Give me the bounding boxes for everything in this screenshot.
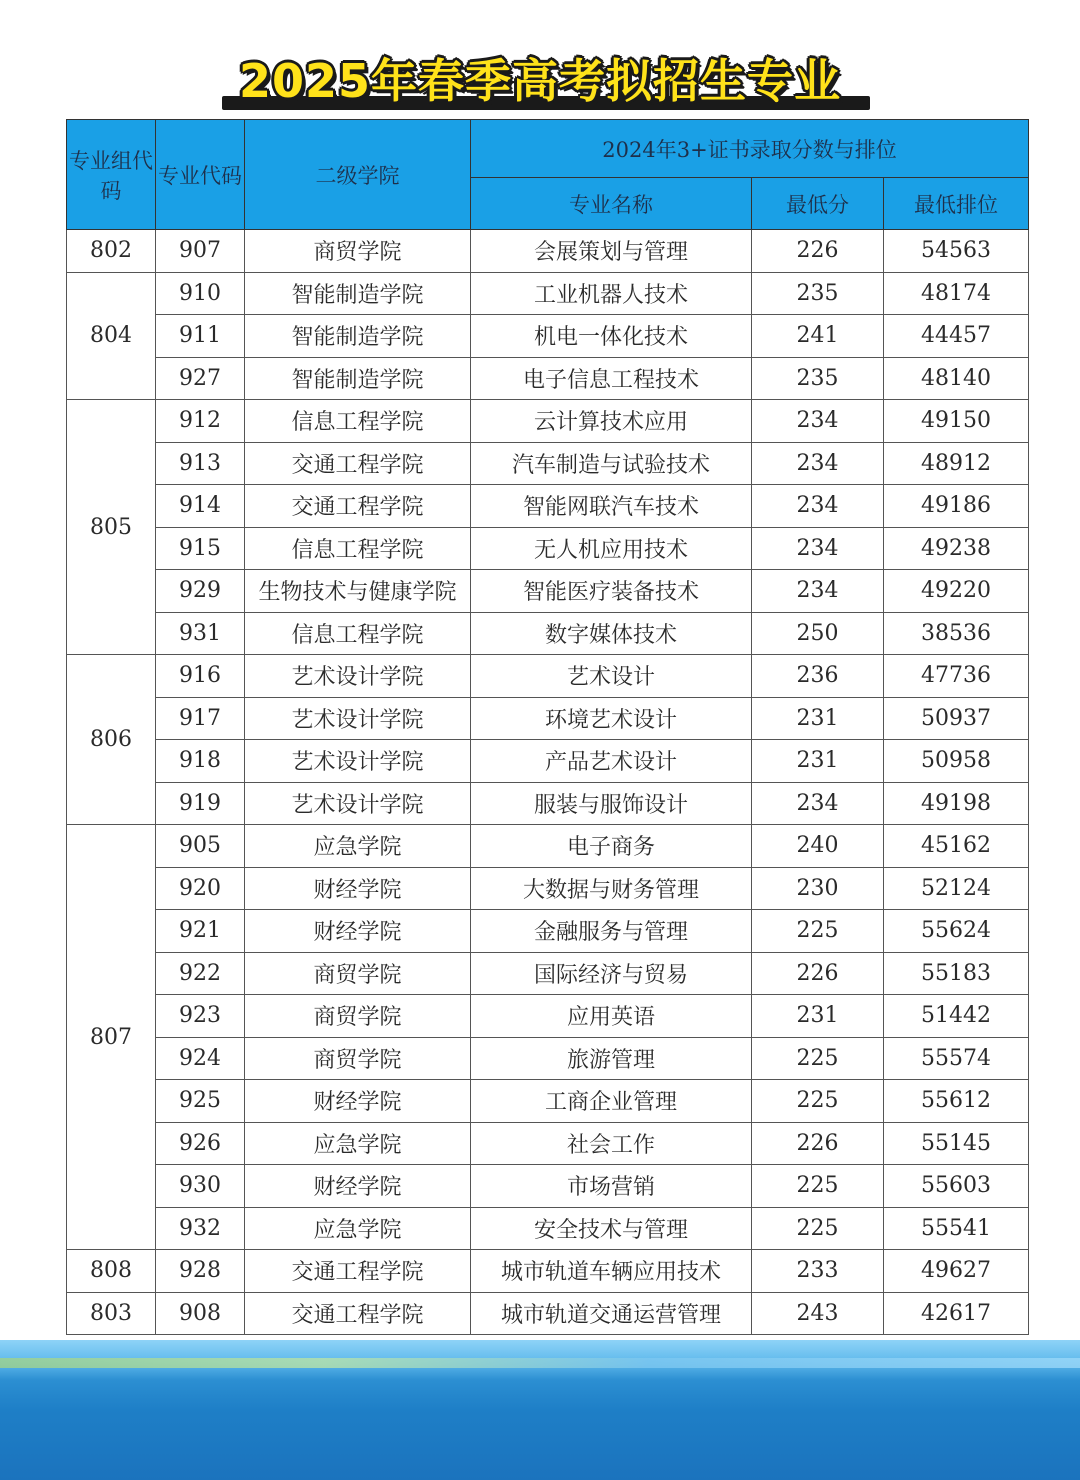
major-code-cell: 912 [156, 400, 245, 443]
college-cell: 应急学院 [245, 1207, 471, 1250]
major-name-cell: 旅游管理 [471, 1037, 752, 1080]
min-score-cell: 231 [752, 697, 884, 740]
table-row [67, 1165, 1029, 1208]
table-row [67, 1207, 1029, 1250]
college-cell: 商贸学院 [245, 1037, 471, 1080]
min-score-cell: 226 [752, 952, 884, 995]
college-cell: 交通工程学院 [245, 1292, 471, 1335]
major-name-cell: 会展策划与管理 [471, 230, 752, 273]
group-code-cell: 807 [67, 825, 156, 1250]
min-rank-cell: 48140 [884, 357, 1029, 400]
major-name-cell: 金融服务与管理 [471, 910, 752, 953]
major-name-cell: 工商企业管理 [471, 1080, 752, 1123]
major-code-cell: 923 [156, 995, 245, 1038]
major-code-cell: 914 [156, 485, 245, 528]
group-code-cell: 804 [67, 272, 156, 400]
min-rank-cell: 42617 [884, 1292, 1029, 1335]
footer-decoration [0, 1340, 1080, 1480]
header-min-score: 最低分 [752, 178, 884, 230]
min-score-cell: 231 [752, 740, 884, 783]
major-code-cell: 928 [156, 1250, 245, 1293]
major-code-cell: 910 [156, 272, 245, 315]
major-name-cell: 无人机应用技术 [471, 527, 752, 570]
min-rank-cell: 55541 [884, 1207, 1029, 1250]
table-row [67, 1250, 1029, 1293]
min-score-cell: 230 [752, 867, 884, 910]
min-score-cell: 225 [752, 910, 884, 953]
major-code-cell: 913 [156, 442, 245, 485]
major-code-cell: 921 [156, 910, 245, 953]
major-code-cell: 918 [156, 740, 245, 783]
table-row [67, 655, 1029, 698]
header-section: 2024年3+证书录取分数与排位 [471, 120, 1029, 178]
major-code-cell: 908 [156, 1292, 245, 1335]
group-code-cell: 806 [67, 655, 156, 825]
min-rank-cell: 49186 [884, 485, 1029, 528]
major-code-cell: 931 [156, 612, 245, 655]
min-score-cell: 234 [752, 527, 884, 570]
major-name-cell: 安全技术与管理 [471, 1207, 752, 1250]
college-cell: 财经学院 [245, 1165, 471, 1208]
major-code-cell: 925 [156, 1080, 245, 1123]
min-score-cell: 243 [752, 1292, 884, 1335]
major-code-cell: 929 [156, 570, 245, 613]
major-name-cell: 智能网联汽车技术 [471, 485, 752, 528]
min-rank-cell: 50958 [884, 740, 1029, 783]
college-cell: 信息工程学院 [245, 527, 471, 570]
table-row [67, 910, 1029, 953]
college-cell: 财经学院 [245, 1080, 471, 1123]
college-cell: 交通工程学院 [245, 442, 471, 485]
min-rank-cell: 47736 [884, 655, 1029, 698]
min-score-cell: 235 [752, 357, 884, 400]
table-row [67, 867, 1029, 910]
min-rank-cell: 49150 [884, 400, 1029, 443]
min-score-cell: 234 [752, 400, 884, 443]
major-name-cell: 大数据与财务管理 [471, 867, 752, 910]
header-major-name: 专业名称 [471, 178, 752, 230]
min-rank-cell: 55574 [884, 1037, 1029, 1080]
major-code-cell: 920 [156, 867, 245, 910]
min-score-cell: 234 [752, 570, 884, 613]
table-row [67, 952, 1029, 995]
min-rank-cell: 51442 [884, 995, 1029, 1038]
group-code-cell: 803 [67, 1292, 156, 1335]
table-row [67, 272, 1029, 315]
major-code-cell: 926 [156, 1122, 245, 1165]
min-rank-cell: 38536 [884, 612, 1029, 655]
college-cell: 交通工程学院 [245, 485, 471, 528]
admission-table [66, 119, 1029, 1335]
min-score-cell: 226 [752, 230, 884, 273]
college-cell: 艺术设计学院 [245, 697, 471, 740]
table-row [67, 697, 1029, 740]
major-code-cell: 932 [156, 1207, 245, 1250]
major-code-cell: 905 [156, 825, 245, 868]
header-min-rank: 最低排位 [884, 178, 1029, 230]
major-name-cell: 产品艺术设计 [471, 740, 752, 783]
table-row [67, 612, 1029, 655]
min-score-cell: 225 [752, 1080, 884, 1123]
min-rank-cell: 52124 [884, 867, 1029, 910]
group-code-cell: 805 [67, 400, 156, 655]
table-row [67, 357, 1029, 400]
college-cell: 生物技术与健康学院 [245, 570, 471, 613]
min-rank-cell: 55603 [884, 1165, 1029, 1208]
major-name-cell: 国际经济与贸易 [471, 952, 752, 995]
min-score-cell: 241 [752, 315, 884, 358]
min-rank-cell: 48912 [884, 442, 1029, 485]
major-code-cell: 917 [156, 697, 245, 740]
table-row [67, 485, 1029, 528]
min-score-cell: 250 [752, 612, 884, 655]
table-row [67, 995, 1029, 1038]
min-score-cell: 226 [752, 1122, 884, 1165]
table-row [67, 315, 1029, 358]
min-score-cell: 234 [752, 782, 884, 825]
major-code-cell: 916 [156, 655, 245, 698]
college-cell: 智能制造学院 [245, 272, 471, 315]
major-code-cell: 911 [156, 315, 245, 358]
min-rank-cell: 55145 [884, 1122, 1029, 1165]
header-college: 二级学院 [245, 120, 471, 230]
min-rank-cell: 45162 [884, 825, 1029, 868]
table-row [67, 1292, 1029, 1335]
major-name-cell: 云计算技术应用 [471, 400, 752, 443]
group-code-cell: 808 [67, 1250, 156, 1293]
major-name-cell: 城市轨道交通运营管理 [471, 1292, 752, 1335]
major-name-cell: 环境艺术设计 [471, 697, 752, 740]
college-cell: 应急学院 [245, 825, 471, 868]
college-cell: 财经学院 [245, 867, 471, 910]
major-code-cell: 907 [156, 230, 245, 273]
college-cell: 艺术设计学院 [245, 740, 471, 783]
min-score-cell: 231 [752, 995, 884, 1038]
major-code-cell: 915 [156, 527, 245, 570]
college-cell: 财经学院 [245, 910, 471, 953]
major-code-cell: 927 [156, 357, 245, 400]
min-rank-cell: 49238 [884, 527, 1029, 570]
table-header [67, 120, 1029, 230]
table-row [67, 1037, 1029, 1080]
min-rank-cell: 44457 [884, 315, 1029, 358]
min-score-cell: 236 [752, 655, 884, 698]
table-row [67, 1122, 1029, 1165]
college-cell: 艺术设计学院 [245, 655, 471, 698]
group-code-cell: 802 [67, 230, 156, 273]
major-name-cell: 数字媒体技术 [471, 612, 752, 655]
min-rank-cell: 49627 [884, 1250, 1029, 1293]
major-name-cell: 市场营销 [471, 1165, 752, 1208]
min-score-cell: 225 [752, 1037, 884, 1080]
major-name-cell: 智能医疗装备技术 [471, 570, 752, 613]
min-score-cell: 225 [752, 1207, 884, 1250]
college-cell: 艺术设计学院 [245, 782, 471, 825]
min-score-cell: 233 [752, 1250, 884, 1293]
table-row [67, 825, 1029, 868]
major-name-cell: 机电一体化技术 [471, 315, 752, 358]
page-title-area [0, 50, 1080, 112]
min-score-cell: 225 [752, 1165, 884, 1208]
college-cell: 信息工程学院 [245, 612, 471, 655]
college-cell: 智能制造学院 [245, 357, 471, 400]
college-cell: 商贸学院 [245, 952, 471, 995]
major-name-cell: 社会工作 [471, 1122, 752, 1165]
header-major-code: 专业代码 [156, 120, 245, 230]
min-rank-cell: 50937 [884, 697, 1029, 740]
min-score-cell: 234 [752, 442, 884, 485]
college-cell: 交通工程学院 [245, 1250, 471, 1293]
table-row [67, 1080, 1029, 1123]
min-score-cell: 235 [752, 272, 884, 315]
min-score-cell: 234 [752, 485, 884, 528]
min-rank-cell: 48174 [884, 272, 1029, 315]
footer-stripe [0, 1358, 1080, 1368]
major-name-cell: 服装与服饰设计 [471, 782, 752, 825]
college-cell: 应急学院 [245, 1122, 471, 1165]
major-name-cell: 艺术设计 [471, 655, 752, 698]
table-body [67, 230, 1029, 1335]
college-cell: 商贸学院 [245, 995, 471, 1038]
major-name-cell: 应用英语 [471, 995, 752, 1038]
major-name-cell: 电子商务 [471, 825, 752, 868]
min-rank-cell: 54563 [884, 230, 1029, 273]
college-cell: 信息工程学院 [245, 400, 471, 443]
page-title: 2025年春季高考拟招生专业 [238, 54, 842, 108]
min-rank-cell: 49220 [884, 570, 1029, 613]
major-code-cell: 930 [156, 1165, 245, 1208]
table-row [67, 570, 1029, 613]
table-row [67, 400, 1029, 443]
table-row [67, 782, 1029, 825]
table-row [67, 527, 1029, 570]
major-code-cell: 924 [156, 1037, 245, 1080]
major-name-cell: 汽车制造与试验技术 [471, 442, 752, 485]
college-cell: 智能制造学院 [245, 315, 471, 358]
major-name-cell: 工业机器人技术 [471, 272, 752, 315]
min-score-cell: 240 [752, 825, 884, 868]
table-row [67, 740, 1029, 783]
major-name-cell: 城市轨道车辆应用技术 [471, 1250, 752, 1293]
table-row [67, 230, 1029, 273]
min-rank-cell: 55183 [884, 952, 1029, 995]
major-code-cell: 922 [156, 952, 245, 995]
min-rank-cell: 55624 [884, 910, 1029, 953]
college-cell: 商贸学院 [245, 230, 471, 273]
major-name-cell: 电子信息工程技术 [471, 357, 752, 400]
min-rank-cell: 49198 [884, 782, 1029, 825]
major-code-cell: 919 [156, 782, 245, 825]
min-rank-cell: 55612 [884, 1080, 1029, 1123]
table-row [67, 442, 1029, 485]
header-group-code: 专业组代码 [67, 120, 156, 230]
